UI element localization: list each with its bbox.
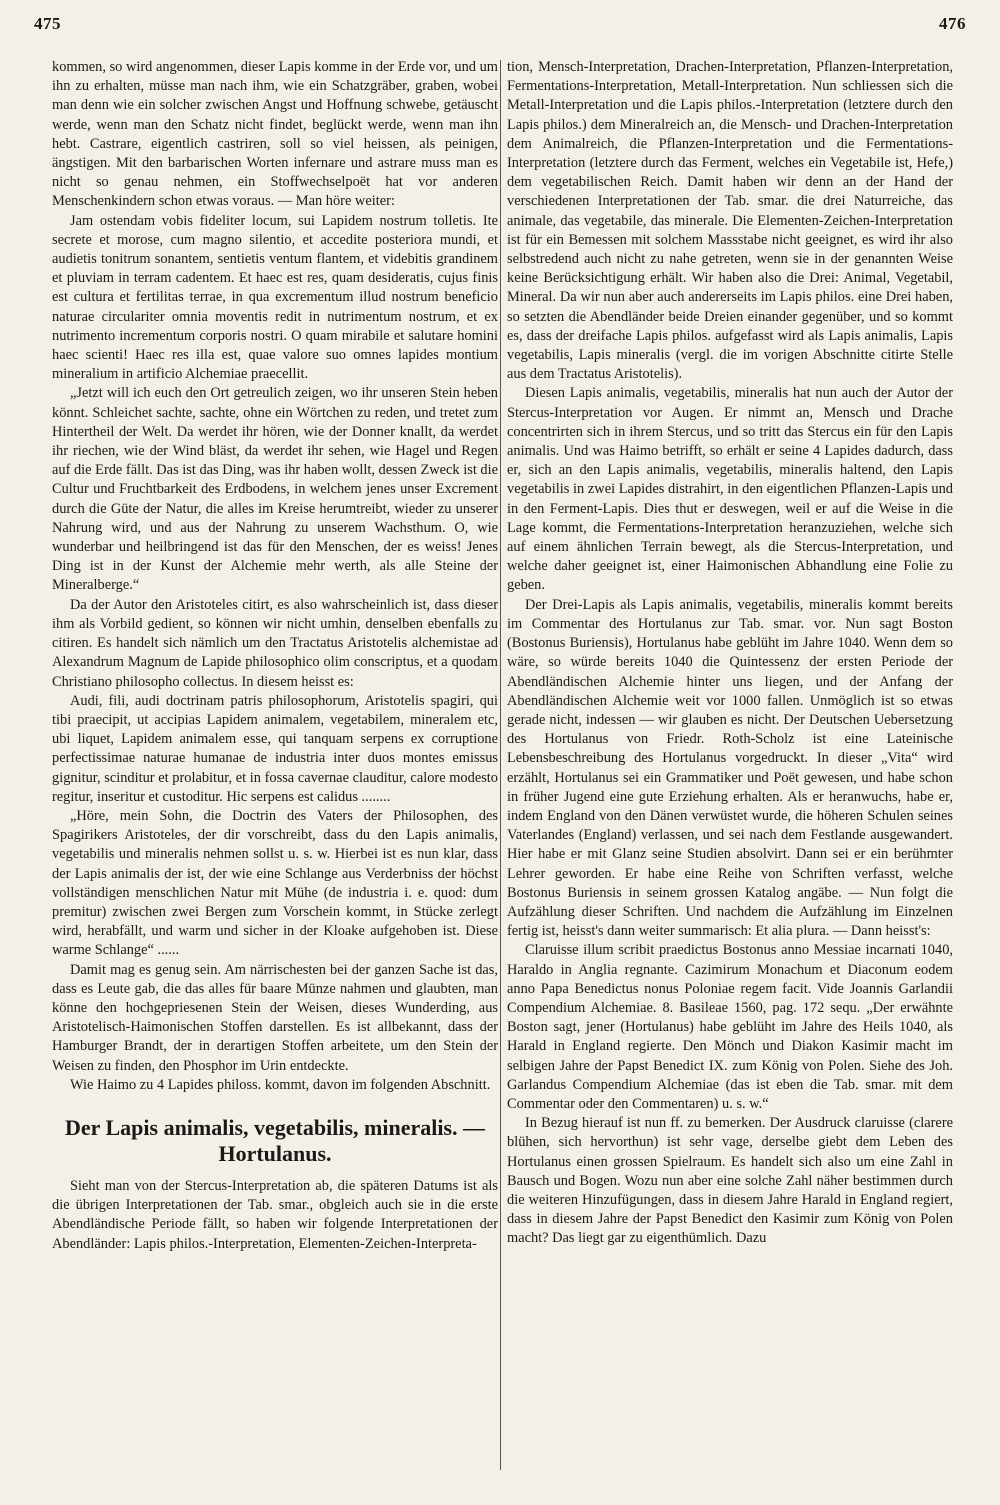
right-column — [507, 58, 953, 1483]
column-divider — [500, 60, 501, 1470]
german-translation: „Jetzt will ich euch den Ort getreulich zeigen, wo ihr unseren Stein heben könnt. Schleichet sachte, sachte, ohne ein Wörtchen zu reden, und tretet zum Hintertheil der Welt. Da werdet ihr hören, wie der Donner knallt, da werdet ihr riechen, wie der Wind bläst, da werdet ihr sehen, wie Hagel und Regen auf die Erde fällt. Das ist das Ding, was ihr haben wollt, dessen Zweck ist die Cultur und Fruchtbarkeit des Erdbodens, in welchem jenes unser Excrement durch die Güte der Natur, die alles im Kreise herumtreibt, wieder zu unserer Nahrung wird, und aus der Nahrung zu unserem Wachsthum. O, wie wunderbar und heilbringend ist das für den Menschen, der es weiss! Jenes Ding ist in der Kunst der Alchemie mehr werth, als alle Steine der Mineralberge.“ — [52, 385, 498, 594]
paragraph: Damit mag es genug sein. Am närrischesten bei der ganzen Sache ist das, dass es Leute gab, die das alles für baare Münze nahmen und glaubten, man könne den hochgepriesenen Stein der Weisen, dieses Wunderding, aus Aristotelisch-Haimonischen Stoffen darstellen. Es ist allbekannt, dass der Hamburger Brandt, der in derartigen Stoffen arbeitete, um den Stein der Weisen zu finden, den Phosphor im Urin entdeckte. — [52, 961, 498, 1074]
paragraph: Wie Haimo zu 4 Lapides philoss. kommt, davon im folgenden Abschnitt. — [70, 1076, 491, 1093]
section-heading: Der Lapis animalis, vegetabilis, mineralis. — Hortulanus. — [64, 1114, 486, 1166]
latin-quote: Claruisse illum scribit praedictus Bostonus anno Messiae incarnati 1040, Haraldo in Anglia regnante. Cazimirum Monachum et Diaconum eodem anno Papa Benedictus nonus Poloniae regem facit. Vide Joannis Garlandii Compendium Alchemiae. 8. Basileae 1560, pag. 172 sequ. „Der erwähnte Boston sagt, jener (Hortulanus) habe geblüht im Jahre des Heils 1040, als Harald in England regierte. Den Mönch und Diakon Kasimir macht im selbigen Jahre der Papst Benedict IX. zum König von Polen. Siehe des Joh. Garlandus Compendium Alchemiae (das ist eben die Tab. smar. mit dem Commentar oder den Commentaren) u. s. w.“ — [507, 942, 953, 1112]
page-number-right: 476 — [939, 14, 966, 33]
latin-quote: Jam ostendam vobis fideliter locum, sui Lapidem nostrum tolletis. Ite secrete et morose, cum magno silentio, et accedite posteriora mundi, et audietis tonitrum sonantem, sentietis ventum flantem, et videbitis grandinem et pluviam in terram cadentem. Et haec est res, quam desideratis, cujus finis est cultura et fertilitas terrae, in qua excrementum illud nostrum beneficio naturae circulariter omnia moventis redit in nutrimentum nostrum, et ex nutrimento incrementum corporis nostri. O quam mirabile et salutare homini haec scienti! Haec res illa est, quae valore suo omnes lapides montium mineralium in artificio Alchemiae praecellit. — [52, 212, 498, 383]
paragraph: Diesen Lapis animalis, vegetabilis, mineralis hat nun auch der Autor der Stercus-Interpretation vor Augen. Er nimmt an, Mensch und Drache concentrirten sich in ihrem Stercus, und so tritt das Stercus ein für den Lapis animalis. Und was Haimo betrifft, so erhält er seine 4 Lapides dadurch, dass er, sich an den Lapis animalis, vegetabilis, mineralis haltend, den Lapis vegetabilis in zwei Lapides distrahirt, in den eigentlichen Pflanzen-Lapis und in den Ferment-Lapis. Dies thut er deswegen, weil er auf die Weise in die Lage kommt, die Fermentations-Interpretation heranzuziehen, welche sich auf einem ähnlichen Terrain bewegt, als die Stercus-Interpretation, und welche daher geeignet ist, einer Haimonischen Abhandlung eine Folie zu geben. — [507, 385, 953, 594]
paragraph: tion, Mensch-Interpretation, Drachen-Interpretation, Pflanzen-Interpretation, Fermentations-Interpretation, Metall-Interpretation. Nun schliessen sich die Metall-Interpretation und die Lapis philos.-Interpretation (letztere durch den Lapis philos.) dem Mineralreich an, die Mensch- und Drachen-Interpretation dem Animalreich, die Pflanzen-Interpretation und die Fermentations-Interpretation (letztere durch das Ferment, welches ein Vegetabile ist, Hefe,) dem vegetabilischen Reich. Damit haben wir denn an der Hand der verschiedenen Interpretationen der Tab. smar. die drei Naturreiche, das animale, das vegetabile, das minerale. Die Elementen-Zeichen-Interpretation ist für ein Bemessen mit solchem Massstabe nicht geeignet, es wird ihr also selbstredend auch nicht zu nahe getreten, wenn sie in der genannten Weise keine Berücksichtigung erhält. Wir haben also die Drei: Animal, Vegetabil, Mineral. Da wir nun aber auch andererseits im Lapis philos. eine Drei haben, so setzten die Abendländer beide Dreien einander gegenüber, und so kommt es, dass der dreifache Lapis philos. aufgefasst wird als Lapis animalis, Lapis vegetabilis, Lapis mineralis (vergl. die im vorigen Abschnitte citirte Stelle aus dem Tractatus Aristotelis). — [507, 59, 953, 383]
paragraph: In Bezug hierauf ist nun ff. zu bemerken. Der Ausdruck claruisse (clarere blühen, sich hervorthun) ist sehr vage, derselbe giebt dem Leben des Hortulanus einen grossen Spielraum. Es handelt sich also um eine Zahl in Bausch und Bogen. Wozu nun aber eine solche Zahl näher bestimmen durch die weiteren Hinzufügungen, dass in diesem Jahre Harald in England regiert, dass in diesem Jahre der Papst Benedict den Kasimir zum König von Polen macht? Das liegt gar zu eigenthümlich. Dazu — [507, 1115, 953, 1247]
latin-quote: Audi, fili, audi doctrinam patris philosophorum, Aristotelis spagiri, qui tibi praecipit, ut accipias Lapidem animalem, vegetabilem, mineralem etc, ubi liquet, Lapidem animalem esse, qui tanquam serpens ex corruptione perfectissimae naturae humanae de industria inter duos montes emissus gignitur, scinditur et prolabitur, et in fossa cavernae clauditur, calore modesto regitur, inseritur et custoditur. Hic serpens est calidus ........ — [52, 692, 498, 805]
left-column — [52, 58, 498, 1483]
paragraph: Sieht man von der Stercus-Interpretation ab, die späteren Datums ist als die übrigen Interpretationen der Tab. smar., obgleich auch sie in die erste Abendländische Periode fällt, so haben wir folgende Interpretationen der Abendländer: Lapis philos.-Interpretation, Elementen-Zeichen-Interpreta- — [52, 1177, 498, 1252]
german-translation: „Höre, mein Sohn, die Doctrin des Vaters der Philosophen, des Spagirikers Aristoteles, der dir vorschreibt, dass du den Lapis animalis, vegetabilis und mineralis nehmen sollst u. s. w. Hierbei ist es nun klar, dass der Lapis animalis der ist, der wie eine Schlange aus Verderbniss der höchst vollständigen menschlichen Natur mit Mühe (de industria i. e. quod: dum premitur) zwischen zwei Bergen zum Vorschein kommt, in Stücke zerlegt wird, herabfällt, und warm und sicher in der Kloake aufgehoben ist. Diese warme Schlange“ ...... — [52, 807, 498, 959]
paragraph: Der Drei-Lapis als Lapis animalis, vegetabilis, mineralis kommt bereits im Commentar des Hortulanus zur Tab. smar. vor. Nun sagt Boston (Bostonus Buriensis), Hortulanus habe geblüht im Jahre 1040. Wenn dem so wäre, so würde bereits 1040 die Quintessenz der ersten Periode der Abendländischen Alchemie hinter uns liegen, und der Anfang der Abendländischen Alchemie weit vor 1000 fallen. Unmöglich ist so etwas gerade nicht, indessen — wir glauben es nicht. Der Deutschen Uebersetzung des Hortulanus von Friedr. Roth-Scholz ist eine Lateinische Lebensbeschreibung des Hortulanus vorgedruckt. In dieser „Vita“ wird erzählt, Hortulanus sei ein Grammatiker und Poët gewesen, und habe schon in früher Jugend eine gute Erziehung erhalten. Als er heranwuchs, habe er, indem England von den Dänen verwüstet wurde, die höheren Schulen seines Vaterlandes (England) verlassen, und sei nach dem Festlande ausgewandert. Hier habe er mit Glanz seine Studien absolvirt. Dann sei er ein berühmter Lehrer geworden. Er habe eine Reihe von Schriften verfasst, welche Bostonus Buriensis in seinem grossen Katalog angäbe. — Nun folgt die Aufzählung dieser Schriften. Und nachdem die Aufzählung im Einzelnen fertig ist, heisst's dann weiter summarisch: Et alia plura. — Dann heisst's: — [507, 596, 953, 940]
paragraph: Da der Autor den Aristoteles citirt, es also wahrscheinlich ist, dass dieser ihm als Vorbild gedient, so können wir nicht umhin, denselben ebenfalls zu citiren. Es handelt sich nämlich um den Tractatus Aristotelis alchemistae ad Alexandrum Magnum de Lapide philosophico olim conscriptus, et a quodam Christiano philosopho collectus. In diesem heisst es: — [52, 596, 498, 690]
page-number-left: 475 — [34, 14, 61, 33]
paragraph: kommen, so wird angenommen, dieser Lapis komme in der Erde vor, und um ihn zu erhalten, müsse man nach ihm, wie ein Schatzgräber, graben, wobei man denn wie ein solcher zwischen Angst und Hoffnung schwebe, getäuscht werde, wenn man den Schatz nicht findet, beglückt werde, wenn man ihn hebt. Castrare, eigentlich castriren, soll so viel heissen, als peinigen, ängstigen. Mit den barbarischen Worten infernare und astrare muss man es nicht so genau nehmen, ein Stoffwechselpoët hat vor anderen Menschenkindern schon etwas voraus. — Man höre weiter: — [52, 59, 498, 210]
